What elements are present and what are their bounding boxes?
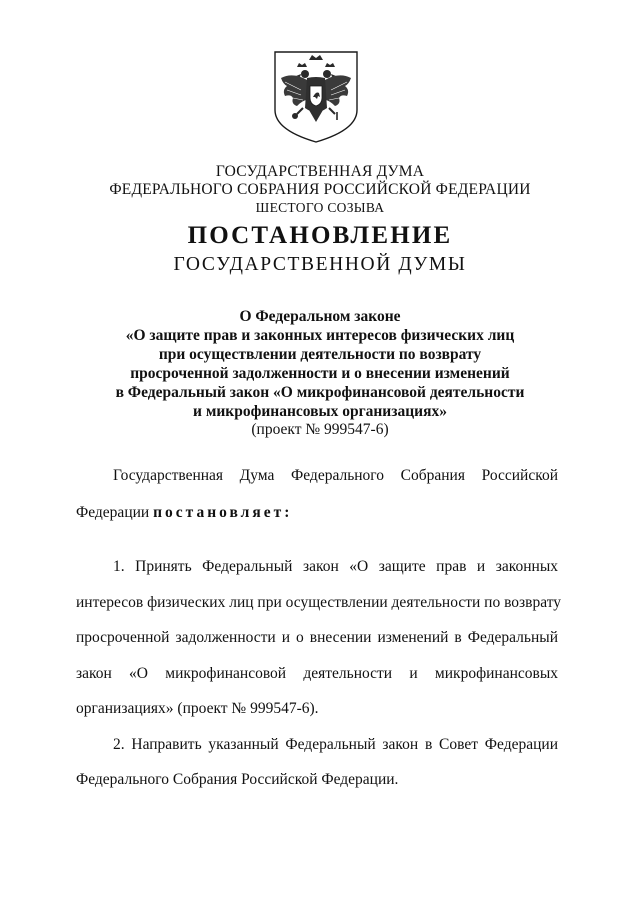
document-type-title: ПОСТАНОВЛЕНИЕ — [187, 222, 453, 249]
coat-of-arms-icon — [273, 50, 359, 144]
project-number: (проект № 999547-6) — [251, 421, 389, 438]
org-line-2: ФЕДЕРАЛЬНОГО СОБРАНИЯ РОССИЙСКОЙ ФЕДЕРАЦИИ — [109, 181, 531, 198]
subject-line: просроченной задолженности и о внесении изменений — [130, 365, 510, 382]
subject-line: и микрофинансовых организациях» — [193, 403, 447, 420]
item-2-line: Федерального Собрания Российской Федерации. — [76, 771, 399, 788]
preamble-text: Федерации — [76, 504, 154, 521]
item-1-line: просроченной задолженности и о внесении изменений в Федеральный — [76, 629, 558, 646]
item-1-line: закон «О микрофинансовой деятельности и микрофинансовых — [76, 665, 558, 682]
preamble-line — [76, 504, 558, 522]
org-line-3: ШЕСТОГО СОЗЫВА — [255, 200, 385, 215]
item-1-line: 1. Принять Федеральный закон «О защите прав и законных — [113, 558, 558, 575]
item-2-line: 2. Направить указанный Федеральный закон в Совет Федерации — [113, 736, 558, 753]
org-line-1: ГОСУДАРСТВЕННАЯ ДУМА — [215, 163, 425, 180]
subject-line: О Федеральном законе — [239, 308, 401, 325]
preamble-line: Государственная Дума Федерального Собрания Российской — [113, 467, 558, 484]
subject-line: «О защите прав и законных интересов физических лиц — [125, 327, 515, 344]
document-type-subtitle: ГОСУДАРСТВЕННОЙ ДУМЫ — [173, 254, 467, 275]
item-1-line: интересов физических лиц при осуществлении деятельности по возврату — [76, 594, 562, 611]
decree-word: постановляет: — [153, 504, 293, 521]
item-1-line: организациях» (проект № 999547-6). — [76, 700, 319, 717]
subject-line: в Федеральный закон «О микрофинансовой деятельности — [115, 384, 525, 401]
subject-line: при осуществлении деятельности по возврату — [158, 346, 482, 363]
